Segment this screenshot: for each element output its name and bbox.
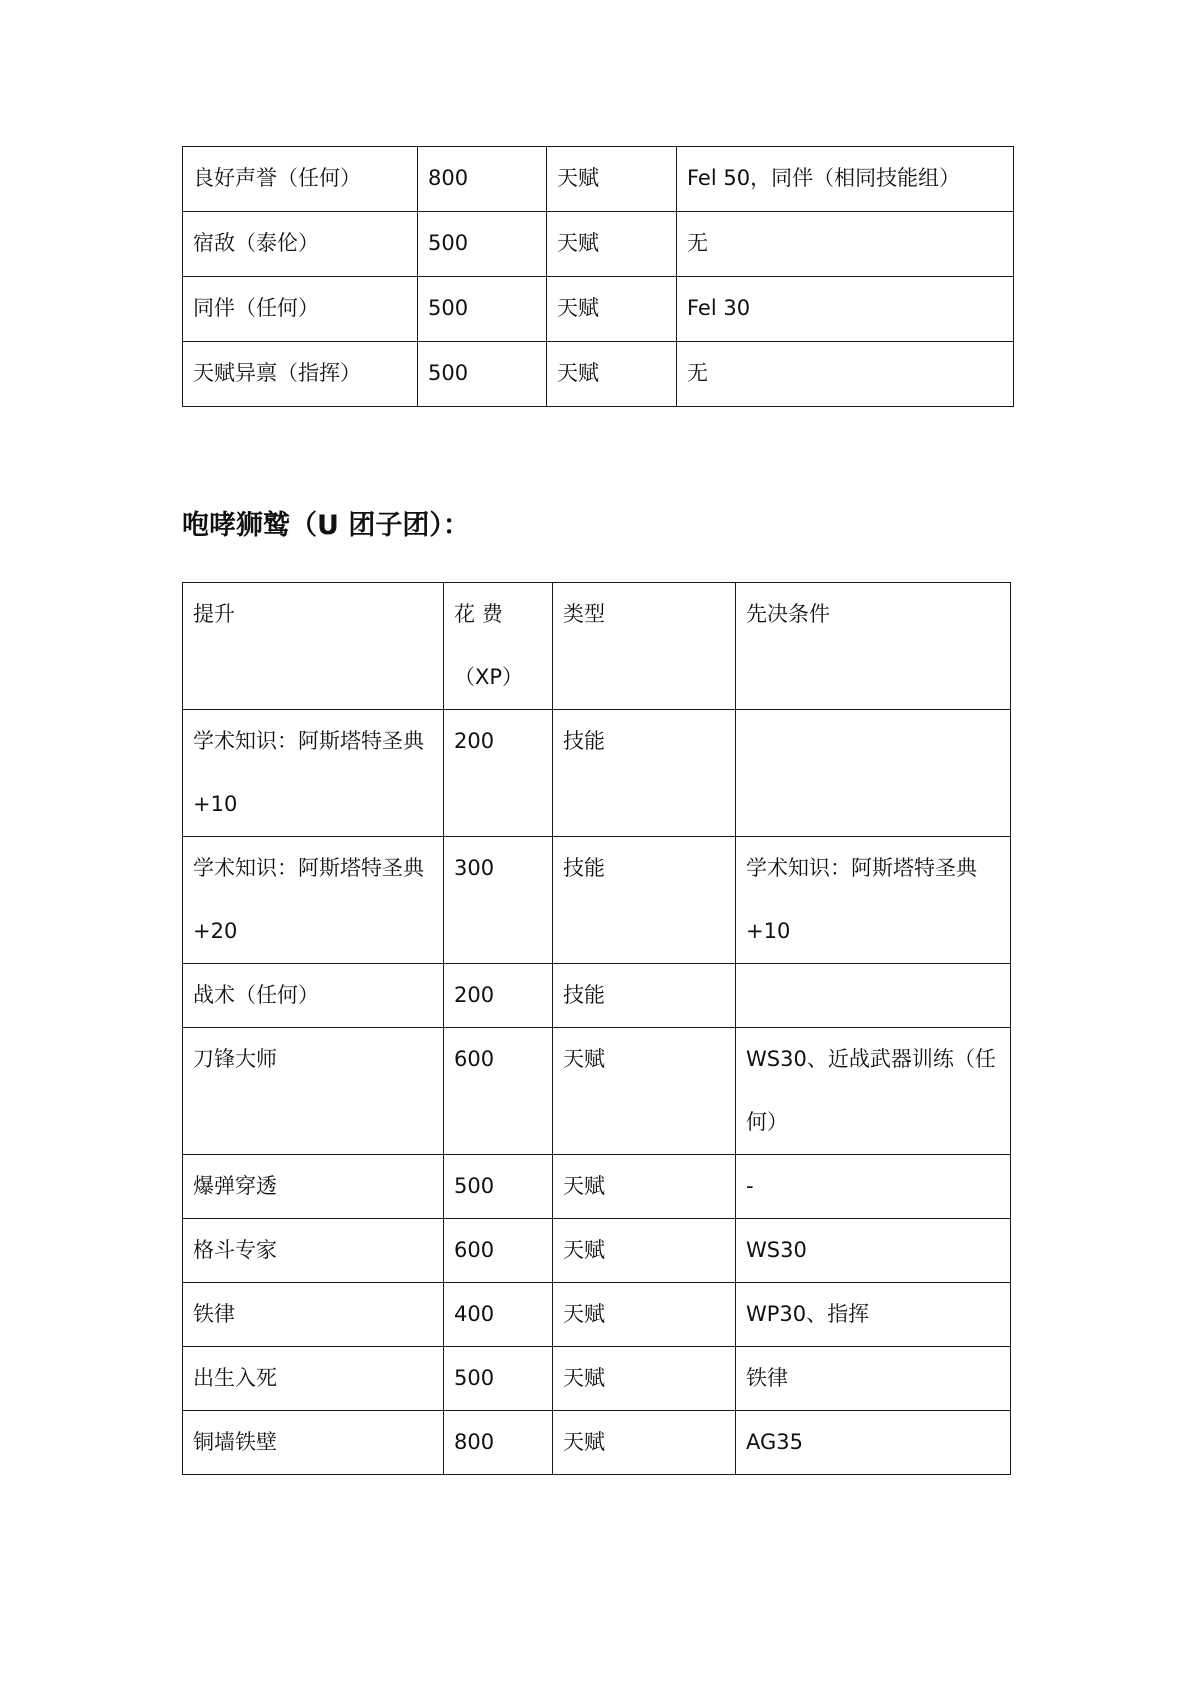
table-row (183, 837, 1011, 964)
advance-type: 天赋 (547, 212, 677, 277)
advance-cost: 500 (444, 1155, 553, 1219)
advance-name: 格斗专家 (183, 1219, 444, 1283)
advance-prereq: WP30、指挥 (736, 1283, 1011, 1347)
advance-type: 技能 (553, 964, 736, 1028)
advances-table (182, 582, 1011, 1475)
talent-table-top (182, 146, 1014, 407)
advance-cost: 500 (418, 277, 547, 342)
table-row (183, 147, 1014, 212)
advance-name: 良好声誉（任何） (183, 147, 418, 212)
advance-name: 爆弹穿透 (183, 1155, 444, 1219)
advance-prereq: WS30 (736, 1219, 1011, 1283)
advance-type: 天赋 (553, 1411, 736, 1475)
table-row (183, 212, 1014, 277)
table-row (183, 964, 1011, 1028)
advance-prereq (736, 710, 1011, 837)
table-header-row (183, 583, 1011, 710)
advance-name: 出生入死 (183, 1347, 444, 1411)
advance-cost: 600 (444, 1219, 553, 1283)
advance-prereq: Fel 50，同伴（相同技能组） (677, 147, 1014, 212)
advance-prereq: AG35 (736, 1411, 1011, 1475)
advance-prereq: 无 (677, 342, 1014, 407)
advance-prereq: 无 (677, 212, 1014, 277)
header-prereq: 先决条件 (736, 583, 1011, 710)
advance-type: 技能 (553, 837, 736, 964)
advance-cost: 500 (444, 1347, 553, 1411)
advance-name: 铜墙铁壁 (183, 1411, 444, 1475)
advance-name: 铁律 (183, 1283, 444, 1347)
advance-type: 天赋 (553, 1155, 736, 1219)
advance-prereq (736, 964, 1011, 1028)
header-cost (444, 583, 553, 710)
advance-type: 天赋 (547, 342, 677, 407)
advance-cost: 500 (418, 212, 547, 277)
header-type: 类型 (553, 583, 736, 710)
advance-type: 天赋 (553, 1028, 736, 1155)
advance-name: 战术（任何） (183, 964, 444, 1028)
table-row (183, 1283, 1011, 1347)
table-row (183, 1028, 1011, 1155)
advance-name: 宿敌（泰伦） (183, 212, 418, 277)
advance-name: 学术知识：阿斯塔特圣典 +10 (183, 710, 444, 837)
table-row (183, 342, 1014, 407)
advance-cost: 500 (418, 342, 547, 407)
advance-prereq: 学术知识：阿斯塔特圣典 +10 (736, 837, 1011, 964)
advance-type: 天赋 (553, 1283, 736, 1347)
advance-cost: 800 (418, 147, 547, 212)
advance-prereq: 铁律 (736, 1347, 1011, 1411)
advance-cost: 800 (444, 1411, 553, 1475)
header-cost-part1: 花 (454, 602, 475, 626)
advance-prereq: WS30、近战武器训练（任 何） (736, 1028, 1011, 1155)
table-row (183, 1347, 1011, 1411)
section-heading: 咆哮狮鹫（U 团子团）： (182, 510, 470, 541)
advance-prereq: - (736, 1155, 1011, 1219)
advance-type: 天赋 (553, 1347, 736, 1411)
table-row (183, 710, 1011, 837)
advance-name: 学术知识：阿斯塔特圣典 +20 (183, 837, 444, 964)
table-row (183, 1219, 1011, 1283)
advance-cost: 600 (444, 1028, 553, 1155)
advance-name: 刀锋大师 (183, 1028, 444, 1155)
advance-type: 天赋 (547, 147, 677, 212)
header-cost-part2: 费 (481, 602, 503, 626)
advance-type: 天赋 (553, 1219, 736, 1283)
header-advance: 提升 (183, 583, 444, 710)
table-row (183, 1411, 1011, 1475)
advance-name: 同伴（任何） (183, 277, 418, 342)
advance-prereq: Fel 30 (677, 277, 1014, 342)
advance-name: 天赋异禀（指挥） (183, 342, 418, 407)
advance-cost: 200 (444, 710, 553, 837)
header-cost-unit: （XP） (454, 665, 524, 689)
advance-cost: 200 (444, 964, 553, 1028)
table-row (183, 277, 1014, 342)
advance-type: 天赋 (547, 277, 677, 342)
advance-cost: 400 (444, 1283, 553, 1347)
table-row (183, 1155, 1011, 1219)
advance-type: 技能 (553, 710, 736, 837)
advance-cost: 300 (444, 837, 553, 964)
